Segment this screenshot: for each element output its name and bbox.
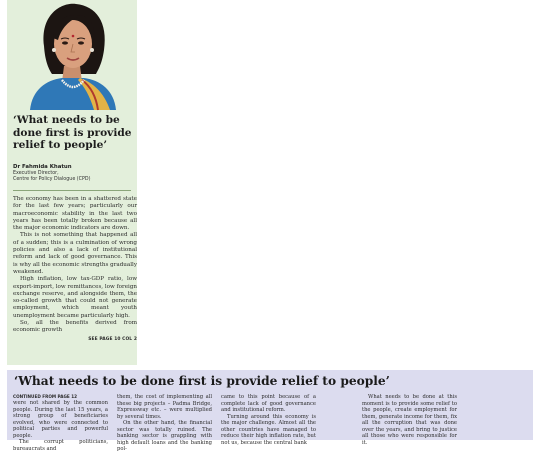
pull-quote: ‘What needs to be done first is provide relief to people’ — [13, 114, 132, 152]
jump-columns — [13, 394, 527, 453]
paragraph: Turning around this economy is the major challenge. Almost all the other countries have managed to reduce their high inflation rate, but not us, because the central bank — [221, 413, 316, 446]
paragraph-last-text: So, all the benefits derived from economic growth — [13, 320, 137, 334]
author-organization: Centre for Policy Dialogue (CPD) — [13, 177, 91, 183]
author-name: Dr Fahmida Khatun — [13, 164, 72, 170]
paragraph: This is not something that happened all of a sudden; this is a culmination of wrong policies and also a lack of institutional reform and lack of good governance. This is why all the economic strengths gradually weakened. — [13, 232, 137, 275]
jump-page-band — [7, 370, 533, 452]
jump-headline: ‘What needs to be done first is provide relief to people’ — [14, 374, 390, 388]
opinion-sidebar — [7, 0, 137, 365]
byline-divider — [13, 190, 131, 191]
sidebar-article-body — [13, 196, 137, 343]
paragraph: The corrupt politicians, bureaucrats and — [13, 439, 108, 452]
jump-column-3 — [221, 394, 316, 453]
jump-column-1 — [13, 394, 108, 453]
jump-column-2 — [117, 394, 212, 453]
paragraph: were not shared by the common people. During the last 15 years, a strong group of beneficiaries evolved, who were connected to political parties and powerful people. — [13, 400, 108, 439]
paragraph: On the other hand, the financial sector was totally ruined. The banking sector is grappling with high default loans and the banking pol- — [117, 420, 212, 452]
jump-column-gap — [325, 394, 353, 453]
paragraph: The economy has been in a shattered state for the last few years; particularly our macroeconomic stability in the last two years has been totally broken because all the major economic indicators are down. — [13, 196, 137, 232]
paragraph: came to this point because of a complete lack of good governance and institutional reform. — [221, 394, 316, 413]
author-title: Executive Director, — [13, 171, 59, 176]
jump-column-5 — [362, 394, 457, 453]
paragraph: High inflation, low tax-GDP ratio, low export-import, low remittances, low foreign exchange reserve, and alongside them, the so-called growth that could not generate employment, which meant youth unemployment became particularly high. — [13, 276, 137, 319]
byline — [13, 164, 137, 184]
author-portrait — [22, 0, 122, 110]
paragraph: them, the cost of implementing all these big projects – Padma Bridge, Expressway etc. – were multiplied by several times. — [117, 394, 212, 420]
paragraph: What needs to be done at this moment is to provide some relief to the people, create employment for them, generate income for them, fix all the corruption that was done over the years, and bring to justice all those who were responsible for it. — [362, 394, 457, 446]
continued-on-label: SEE PAGE 10 COL 2 — [88, 336, 137, 342]
continued-from-label: CONTINUED FROM PAGE 12 — [13, 394, 78, 399]
